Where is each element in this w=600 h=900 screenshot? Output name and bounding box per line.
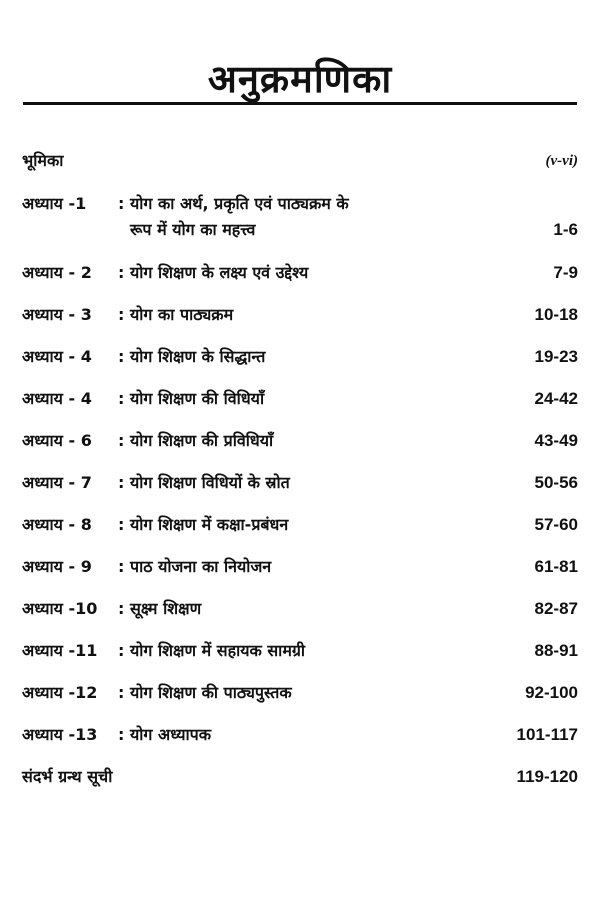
separator-colon: :: [118, 473, 125, 492]
separator-colon: :: [118, 305, 125, 324]
chapter-title: सूक्ष्म शिक्षण: [130, 599, 202, 618]
intro-page: (v-vi): [545, 153, 578, 169]
chapter-title: योग शिक्षण की विधियाँ: [130, 389, 265, 408]
chapter-label: अध्याय - 4: [22, 347, 92, 366]
chapter-label: अध्याय - 7: [22, 473, 92, 492]
separator-colon: :: [118, 515, 125, 534]
separator-colon: :: [118, 263, 125, 282]
chapter-pages: 61-81: [534, 557, 578, 576]
chapter-label: अध्याय - 6: [22, 431, 92, 450]
separator-colon: :: [118, 599, 125, 618]
separator-colon: :: [118, 194, 125, 213]
separator-colon: :: [118, 431, 125, 450]
chapter-title: पाठ योजना का नियोजन: [130, 557, 272, 576]
bibliography-pages: 119-120: [516, 767, 578, 786]
chapter-pages: 88-91: [534, 641, 578, 660]
separator-colon: :: [118, 683, 125, 702]
chapter-pages: 101-117: [516, 725, 578, 744]
chapter-title: योग शिक्षण की प्रविधियाँ: [130, 431, 274, 450]
chapter-title: योग का पाठ्यक्रम: [130, 305, 234, 324]
separator-colon: :: [118, 725, 125, 744]
chapter-pages: 92-100: [525, 683, 578, 702]
chapter-title: योग अध्यापक: [130, 725, 212, 744]
chapter-title: योग का अर्थ, प्रकृति एवं पाठ्यक्रम के: [130, 194, 349, 213]
separator-colon: :: [118, 347, 125, 366]
chapter-pages: 57-60: [534, 515, 578, 534]
chapter-label: अध्याय -1: [22, 194, 87, 213]
chapter-title: योग शिक्षण विधियों के स्रोत: [130, 473, 290, 492]
chapter-title-continued: रूप में योग का महत्त्व: [130, 220, 256, 239]
chapter-pages: 7-9: [553, 263, 578, 282]
chapter-title: योग शिक्षण के सिद्धान्त: [130, 347, 266, 366]
chapter-pages: 82-87: [534, 599, 578, 618]
chapter-label: अध्याय -12: [22, 683, 98, 702]
chapter-label: अध्याय - 2: [22, 263, 92, 282]
page-title: अनुक्रमणिका: [207, 57, 393, 101]
chapter-pages: 43-49: [534, 431, 578, 450]
chapter-title: योग शिक्षण में सहायक सामग्री: [130, 641, 306, 660]
chapter-title: योग शिक्षण के लक्ष्य एवं उद्देश्य: [130, 263, 309, 282]
chapter-label: अध्याय -13: [22, 725, 98, 744]
chapter-title: योग शिक्षण में कक्षा-प्रबंधन: [130, 515, 289, 534]
title-underline: [23, 102, 577, 105]
chapter-label: अध्याय -10: [22, 599, 98, 618]
chapter-label: अध्याय - 4: [22, 389, 92, 408]
chapter-label: अध्याय -11: [22, 641, 98, 660]
chapter-pages: 10-18: [534, 305, 578, 324]
chapter-pages: 1-6: [553, 220, 578, 239]
intro-label: भूमिका: [22, 151, 64, 170]
chapter-label: अध्याय - 3: [22, 305, 92, 324]
separator-colon: :: [118, 557, 125, 576]
chapter-label: अध्याय - 9: [22, 557, 92, 576]
chapter-pages: 19-23: [534, 347, 578, 366]
separator-colon: :: [118, 641, 125, 660]
bibliography-label: संदर्भ ग्रन्थ सूची: [22, 767, 113, 786]
chapter-label: अध्याय - 8: [22, 515, 92, 534]
separator-colon: :: [118, 389, 125, 408]
chapter-pages: 50-56: [534, 473, 578, 492]
chapter-pages: 24-42: [534, 389, 578, 408]
chapter-title: योग शिक्षण की पाठ्यपुस्तक: [130, 683, 292, 702]
